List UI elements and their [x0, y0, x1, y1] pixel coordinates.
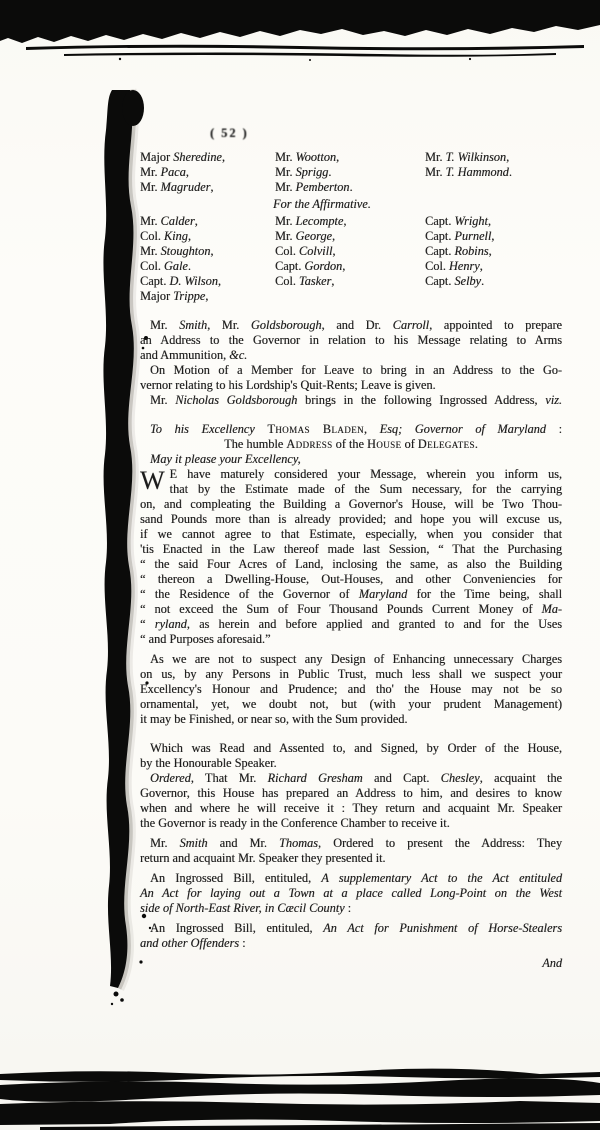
text-run: , Ordered to present the Address: They	[317, 836, 563, 850]
text-run: .	[349, 180, 353, 194]
smallcaps-text: Thomas Bladen	[267, 422, 364, 436]
text-run: Mr.	[275, 165, 296, 179]
text-run: :	[239, 936, 246, 950]
text-run: Mr.	[150, 318, 180, 332]
text-run: .	[508, 165, 512, 179]
member-name	[425, 150, 562, 165]
text-line	[140, 741, 562, 756]
smallcaps-text: House	[367, 437, 402, 451]
text-run: and Capt.	[362, 771, 441, 785]
text-run: Capt.	[425, 214, 455, 228]
italic-text: Sheredine	[173, 150, 222, 164]
text-run: Major	[140, 150, 174, 164]
member-name	[275, 165, 425, 180]
italic-text: T. Hammond	[445, 165, 509, 179]
member-name	[275, 244, 425, 259]
text-line	[140, 602, 562, 617]
text-run: Mr.	[275, 180, 296, 194]
paragraph	[140, 467, 562, 647]
text-line	[140, 378, 562, 393]
text-line	[140, 652, 562, 667]
text-run: ,	[488, 244, 492, 258]
member-name	[275, 259, 425, 274]
text-run: of	[401, 437, 418, 451]
text-run	[255, 422, 268, 436]
text-run: :	[545, 422, 562, 436]
text-line	[140, 712, 562, 727]
italic-text: Colvill	[298, 244, 333, 258]
text-run: , and Dr.	[321, 318, 393, 332]
text-run: the Governor is ready in the Conference Chamber to receive it.	[140, 816, 450, 830]
text-line	[140, 836, 562, 851]
italic-text: Goldsborough	[250, 318, 322, 332]
italic-text: King	[163, 229, 188, 243]
italic-text: Tasker	[298, 274, 332, 288]
paragraph	[140, 652, 562, 727]
text-run: On Motion of a Member for Leave to bring in an Address to the Go-	[150, 363, 562, 377]
italic-text: Magruder	[160, 180, 211, 194]
text-run: Col.	[140, 259, 164, 273]
text-line	[140, 632, 562, 647]
text-line	[140, 572, 562, 587]
text-run: by the Honourable Speaker.	[140, 756, 277, 770]
text-run: “ the said Four Acres of Land, inclosing the same, as also the Building	[140, 557, 562, 571]
italic-text: Thomas	[278, 836, 318, 850]
text-run: Mr.	[140, 214, 161, 228]
text-line	[140, 393, 562, 408]
smallcaps-text: Address	[286, 437, 333, 451]
paragraph	[140, 363, 562, 393]
member-name	[425, 274, 562, 289]
text-run: ,	[210, 180, 214, 194]
attendance-name-list	[140, 150, 562, 195]
text-line	[140, 771, 562, 786]
text-line	[140, 851, 562, 866]
text-run: Col.	[275, 274, 299, 288]
text-run: for the Time being, shall	[407, 587, 562, 601]
text-run: , as herein and before applied and granted to and for the Uses	[186, 617, 562, 631]
text-run: “ not exceed the Sum of Four Thousand Pounds Current Money of	[140, 602, 542, 616]
text-run: sand Pounds more than is already provided; and hope you will excuse us,	[140, 512, 562, 526]
paragraph	[140, 741, 562, 771]
text-run: it may be Finished, or near so, with the Sum provided.	[140, 712, 408, 726]
text-line	[140, 756, 562, 771]
paragraph	[140, 871, 562, 916]
member-name	[140, 289, 275, 304]
text-run: Mr.	[150, 836, 180, 850]
italic-text: Carroll	[392, 318, 430, 332]
member-name	[140, 274, 275, 289]
text-line	[140, 557, 562, 572]
text-line	[140, 542, 562, 557]
text-run: and Mr.	[207, 836, 279, 850]
text-run: on us, by any Persons in Public Trust, much less shall we suspect your	[140, 667, 562, 681]
smallcaps-text: Delegates	[417, 437, 475, 451]
italic-text: Paca	[160, 165, 186, 179]
paragraph	[140, 771, 562, 831]
text-line	[140, 512, 562, 527]
text-run: “	[140, 617, 155, 631]
text-run: 'tis Enacted in the Law thereof made last Session, “ That the Purchasing	[140, 542, 562, 556]
text-run: ,	[342, 259, 346, 273]
text-run: Governor, this House has prepared an Address to him, and desires to know	[140, 786, 562, 800]
italic-text: A supplementary Act to the Act entituled	[321, 871, 563, 885]
text-run: Capt.	[425, 244, 455, 258]
member-name	[140, 165, 275, 180]
italic-text: Nicholas Goldsborough	[175, 393, 298, 407]
text-run: that by the Estimate made of the Sum necessary, for the carrying	[169, 482, 562, 496]
italic-text: &c.	[229, 348, 248, 362]
text-run: Which was Read and Assented to, and Signed, by Order of the House,	[150, 741, 562, 755]
italic-text: T. Wilkinson	[445, 150, 507, 164]
empty-cell	[275, 289, 425, 304]
member-name	[140, 229, 275, 244]
text-run: ,	[343, 214, 347, 228]
text-line	[140, 886, 562, 901]
page-number: ( 52 )	[210, 126, 249, 140]
text-run: , That Mr.	[190, 771, 268, 785]
text-run: ,	[491, 229, 495, 243]
text-run: of the	[332, 437, 367, 451]
text-line	[140, 697, 562, 712]
italic-text: D. Wilson	[169, 274, 218, 288]
italic-text: Selby	[454, 274, 482, 288]
member-name	[140, 214, 275, 229]
text-run: ,	[221, 150, 225, 164]
italic-text: Stoughton	[160, 244, 211, 258]
member-name	[140, 150, 275, 165]
text-run: return and acquaint Mr. Speaker they presented it.	[140, 851, 386, 865]
text-run: and Ammunition,	[140, 348, 230, 362]
text-line	[140, 497, 562, 512]
italic-text: Sprigg	[295, 165, 329, 179]
text-run: ,	[332, 244, 336, 258]
italic-text: Ma-	[541, 602, 562, 616]
member-name	[140, 180, 275, 195]
text-run: .	[187, 259, 191, 273]
text-run: An Ingrossed Bill, entituled,	[150, 921, 324, 935]
italic-text: Robins	[454, 244, 489, 258]
text-run: , appointed to prepare	[429, 318, 563, 332]
affirmative-heading: For the Affirmative.	[273, 197, 371, 211]
italic-text: Richard Gresham	[267, 771, 363, 785]
text-run: brings in the following Ingrossed Address,	[297, 393, 546, 407]
text-run: Mr.	[275, 214, 296, 228]
text-run: an Address to the Governor in relation to his Message relating to Arms	[140, 333, 562, 347]
text-run: ,	[187, 229, 191, 243]
text-run: , acquaint the	[479, 771, 562, 785]
italic-text: Lecompte	[295, 214, 344, 228]
text-run: :	[344, 901, 352, 915]
paragraph	[140, 836, 562, 866]
text-run: Mr.	[140, 180, 161, 194]
scan-artifact-bottom-edge	[0, 1066, 600, 1130]
text-line	[140, 348, 562, 363]
member-name	[275, 214, 425, 229]
member-name	[140, 244, 275, 259]
text-run: ,	[205, 289, 209, 303]
text-line	[140, 437, 562, 452]
text-line	[140, 482, 562, 497]
text-run: ,	[506, 150, 510, 164]
text-run: , Mr.	[207, 318, 251, 332]
text-line	[140, 936, 562, 951]
text-run: E have maturely considered your Message, wherein you inform us,	[169, 467, 562, 481]
italic-text: Purnell	[454, 229, 492, 243]
italic-text: May it please your Excellency,	[150, 452, 301, 466]
text-run: Capt.	[425, 274, 455, 288]
text-run: Col.	[425, 259, 449, 273]
italic-text: Wright	[454, 214, 488, 228]
text-line	[140, 333, 562, 348]
italic-text: Maryland	[358, 587, 408, 601]
text-line	[140, 921, 562, 936]
italic-text: side of North-East River, in Cæcil County	[140, 901, 345, 915]
text-run: Mr.	[425, 165, 446, 179]
affirmative-voters-list	[140, 214, 562, 304]
text-run: when and where he will receive it : They return and acquaint Mr. Speaker	[140, 801, 562, 815]
italic-text: viz.	[545, 393, 562, 407]
paragraph	[140, 393, 562, 408]
text-run: Major	[140, 289, 174, 303]
text-line	[140, 786, 562, 801]
text-run: Capt.	[425, 229, 455, 243]
text-run: Mr.	[140, 244, 161, 258]
text-line	[140, 527, 562, 542]
italic-text: Ordered	[150, 771, 191, 785]
text-line	[140, 901, 562, 916]
text-run: ,	[336, 150, 340, 164]
text-line	[140, 617, 562, 632]
text-run: ,	[185, 165, 189, 179]
text-run: ,	[331, 229, 336, 243]
text-line	[140, 452, 562, 467]
text-line	[140, 871, 562, 886]
text-line	[140, 318, 562, 333]
member-name	[275, 150, 425, 165]
text-run: Col.	[275, 244, 299, 258]
text-run: vernor relating to his Lordship's Quit-Rents; Leave is given.	[140, 378, 436, 392]
text-run: .	[328, 165, 332, 179]
text-line	[140, 587, 562, 602]
italic-text: ryland	[154, 617, 187, 631]
member-name	[140, 259, 275, 274]
italic-text: Smith	[179, 836, 208, 850]
member-name	[425, 229, 562, 244]
italic-text: Trippe	[173, 289, 206, 303]
text-run: “ thereon a Dwelling-House, Out-Houses, and other Conveniencies for	[140, 572, 562, 586]
text-run: Mr.	[275, 150, 296, 164]
text-run: Mr.	[275, 229, 296, 243]
text-run: ,	[331, 274, 335, 288]
member-name	[275, 274, 425, 289]
empty-cell	[425, 289, 562, 304]
text-run: Capt.	[140, 274, 170, 288]
italic-text: Wootton	[295, 150, 337, 164]
text-line	[140, 682, 562, 697]
italic-text: Pemberton	[295, 180, 350, 194]
scan-artifact-top-edge	[0, 0, 600, 64]
text-run: .	[474, 437, 478, 451]
text-line	[140, 801, 562, 816]
text-line	[140, 667, 562, 682]
text-run: ,	[363, 422, 380, 436]
empty-cell	[425, 180, 562, 195]
text-run: ,	[217, 274, 221, 288]
text-line	[140, 422, 562, 437]
text-run: Col.	[140, 229, 164, 243]
text-run: Mr.	[425, 150, 446, 164]
text-run: Mr.	[150, 393, 176, 407]
text-run: Excellency's Honour and Prudence; and tho' the House may not be so	[140, 682, 562, 696]
text-run: An Ingrossed Bill, entituled,	[150, 871, 322, 885]
text-run: ,	[487, 214, 491, 228]
text-run: ornamental, yet, we doubt not, but (with your prudent Management)	[140, 697, 562, 711]
text-run: .	[481, 274, 485, 288]
italic-text: Esq; Governor of Maryland	[379, 422, 546, 436]
text-run: Mr.	[140, 165, 161, 179]
paragraph	[140, 422, 562, 467]
italic-text: and other Offenders	[140, 936, 240, 950]
italic-text: An Act for laying out a Town at a place called Long-Point on the West	[140, 886, 562, 900]
body-text	[140, 318, 562, 951]
italic-text: Henry	[448, 259, 480, 273]
italic-text: Chesley	[440, 771, 480, 785]
member-name	[425, 214, 562, 229]
italic-text: Smith	[179, 318, 208, 332]
text-line	[140, 816, 562, 831]
text-run: “ and Purposes aforesaid.”	[140, 632, 271, 646]
member-name	[425, 259, 562, 274]
italic-text: Calder	[160, 214, 195, 228]
text-run: ,	[194, 214, 198, 228]
text-run: ,	[210, 244, 214, 258]
member-name	[275, 229, 425, 244]
paragraph	[140, 921, 562, 951]
text-run: ,	[479, 259, 483, 273]
text-run: if we cannot agree to that Estimate, especially, when you consider that	[140, 527, 562, 541]
text-run: “ the Residence of the Governor of	[140, 587, 359, 601]
text-run: As we are not to suspect any Design of Enhancing unnecessary Charges	[150, 652, 562, 666]
text-line	[140, 363, 562, 378]
drop-cap-initial: W	[140, 466, 165, 495]
text-run: The humble	[224, 437, 287, 451]
text-run: on, and compleating the Building a Governor's House, will be Two Thou-	[140, 497, 562, 511]
text-run: Capt.	[275, 259, 305, 273]
paragraph	[140, 318, 562, 363]
member-name	[425, 244, 562, 259]
member-name	[275, 180, 425, 195]
italic-text: Gordon	[304, 259, 343, 273]
catchword: And	[542, 956, 562, 970]
italic-text: Gale	[163, 259, 188, 273]
page-content	[140, 126, 562, 971]
italic-text: To his Excellency	[150, 422, 255, 436]
member-name	[425, 165, 562, 180]
italic-text: An Act for Punishment of Horse-Stealers	[323, 921, 563, 935]
italic-text: George	[295, 229, 332, 243]
